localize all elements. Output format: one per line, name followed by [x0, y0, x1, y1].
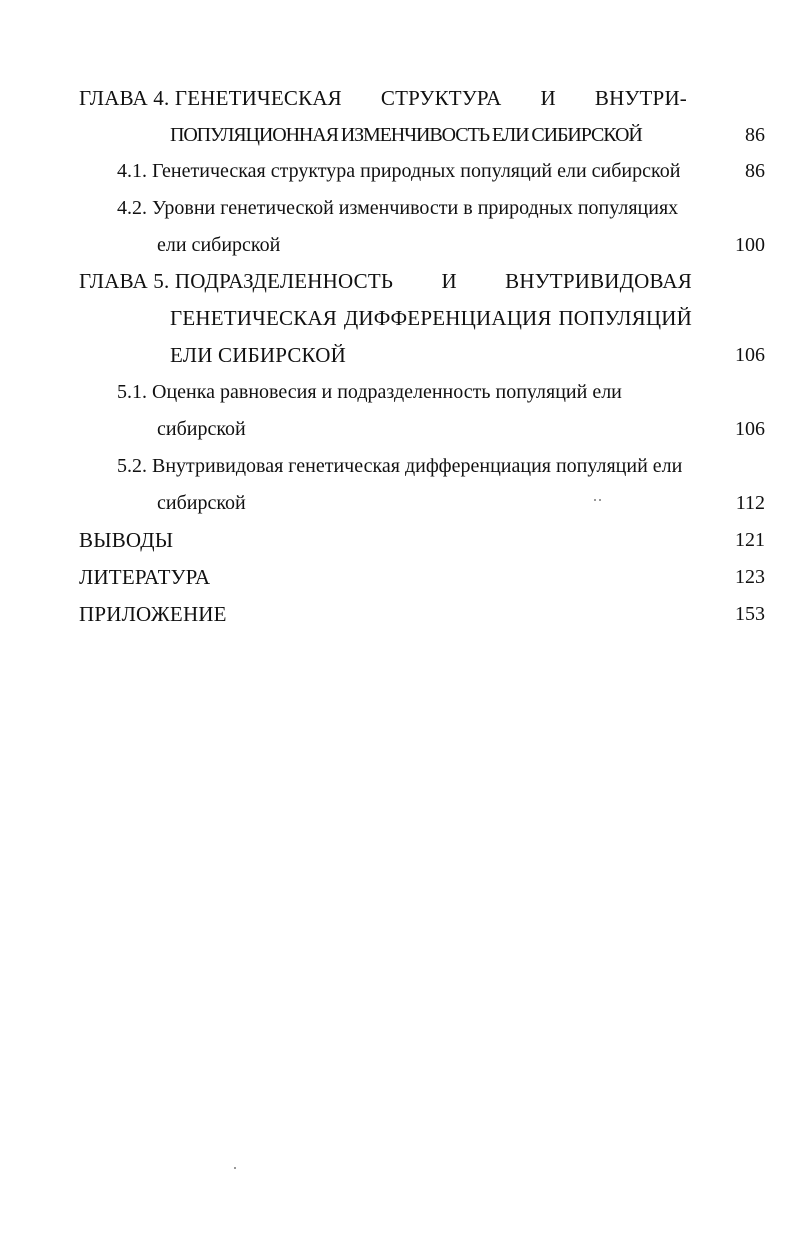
- toc-chapter5-word2: И: [441, 269, 457, 293]
- scan-speck: [234, 1167, 236, 1169]
- toc-section-5-1-page: 106: [735, 418, 765, 440]
- toc-chapter4-page: 86: [745, 124, 765, 146]
- scan-speck: [599, 499, 601, 501]
- toc-conclusions-page: 121: [735, 529, 765, 551]
- toc-chapter4-word4: ВНУТРИ-: [594, 86, 687, 110]
- toc-conclusions-title: ВЫВОДЫ: [79, 528, 174, 552]
- toc-section-4-2-page: 100: [735, 234, 765, 256]
- toc-chapter5-line2: [170, 306, 692, 330]
- toc-chapter5-line2-word2: ДИФФЕРЕНЦИАЦИЯ: [343, 306, 552, 330]
- toc-section-5-2-line1: 5.2. Внутривидовая генетическая дифференциация популяций ели: [117, 455, 683, 477]
- toc-chapter5-word3: ВНУТРИВИДОВАЯ: [505, 269, 692, 293]
- toc-appendix-page: 153: [735, 603, 765, 625]
- toc-chapter4-word2: СТРУКТУРА: [380, 86, 502, 110]
- toc-chapter5-word1: ГЛАВА 5. ПОДРАЗДЕЛЕННОСТЬ: [79, 269, 394, 293]
- toc-chapter4-word1: ГЛАВА 4. ГЕНЕТИЧЕСКАЯ: [79, 86, 342, 110]
- toc-chapter5-line3: ЕЛИ СИБИРСКОЙ: [170, 343, 346, 367]
- toc-chapter5-page: 106: [735, 344, 765, 366]
- toc-literature-page: 123: [735, 566, 765, 588]
- toc-section-4-1-page: 86: [745, 160, 765, 182]
- toc-chapter5-line2-word1: ГЕНЕТИЧЕСКАЯ: [170, 306, 338, 330]
- toc-chapter4-line1: [79, 86, 687, 110]
- scan-speck: [594, 499, 596, 501]
- toc-appendix-title: ПРИЛОЖЕНИЕ: [79, 602, 227, 626]
- toc-section-4-2-line2: ели сибирской: [157, 234, 281, 256]
- toc-section-5-1-line2: сибирской: [157, 418, 246, 440]
- toc-chapter5-line2-word3: ПОПУЛЯЦИЙ: [558, 306, 692, 330]
- toc-chapter5-line1: [79, 269, 692, 293]
- toc-section-5-2-page: 112: [735, 492, 765, 514]
- toc-section-5-2-line2: сибирской: [157, 492, 246, 514]
- toc-chapter4-line2: ПОПУЛЯЦИОННАЯ ИЗМЕНЧИВОСТЬ ЕЛИ СИБИРСКОЙ: [170, 124, 642, 146]
- toc-section-4-2-line1: 4.2. Уровни генетической изменчивости в природных популяциях: [117, 197, 679, 219]
- toc-literature-title: ЛИТЕРАТУРА: [79, 565, 211, 589]
- toc-section-5-1-line1: 5.1. Оценка равновесия и подразделенность популяций ели: [117, 381, 622, 403]
- toc-section-4-1-title: 4.1. Генетическая структура природных популяций ели сибирской: [117, 160, 681, 182]
- toc-chapter4-word3: И: [540, 86, 556, 110]
